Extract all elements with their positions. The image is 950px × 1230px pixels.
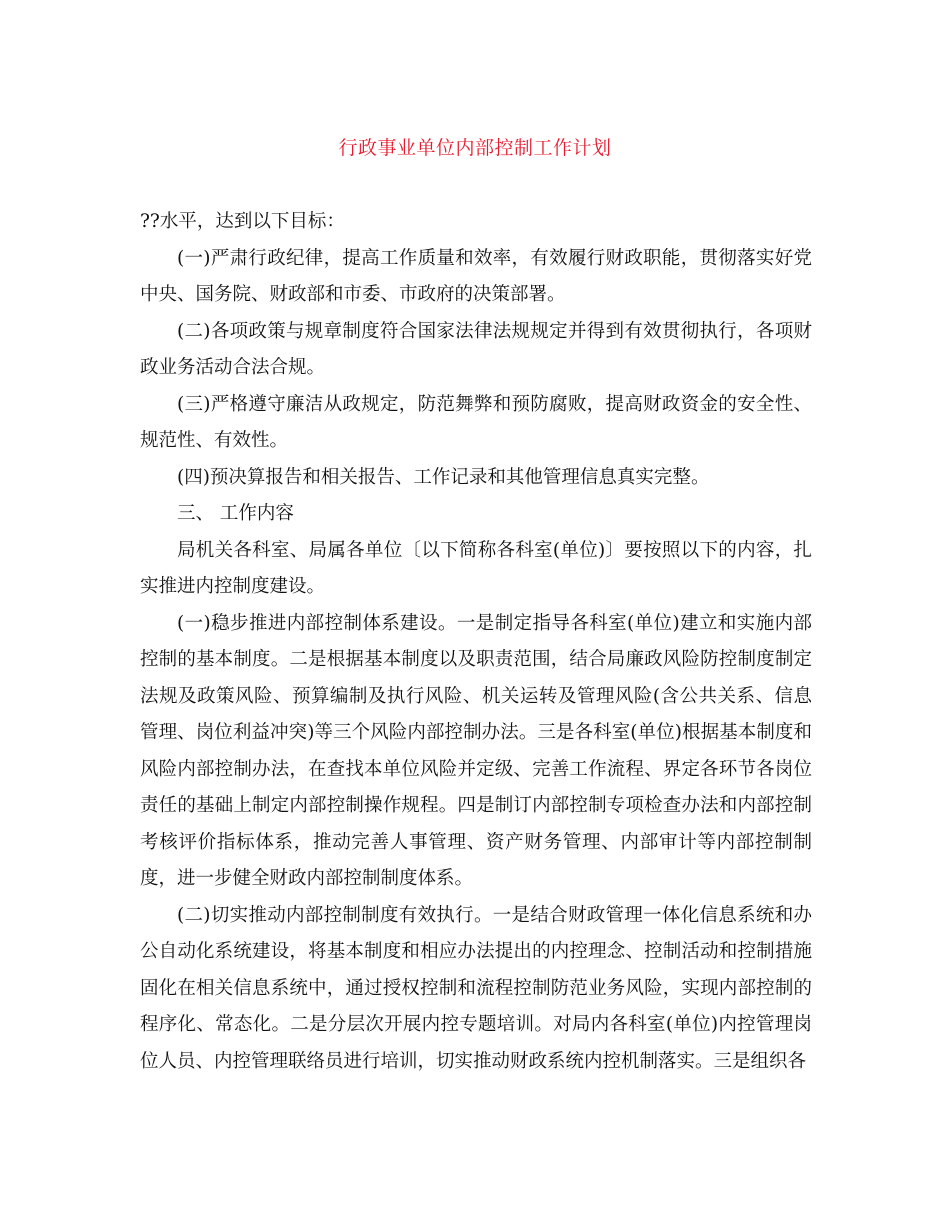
document-body [140, 204, 812, 1080]
document-title: 行政事业单位内部控制工作计划 [338, 137, 612, 159]
paragraph-work-item-1: (一)稳步推进内部控制体系建设。一是制定指导各科室(单位)建立和实施内部控制的基本制度。二是根据基本制度以及职责范围，结合局廉政风险防控制度制定法规及政策风险、预算编制及执行风险、机关运转及管理风险(含公共关系、信息管理、岗位利益冲突)等三个风险内部控制办法。三是各科室(单位)根据基本制度和风险内部控制办法，在查找本单位风险并定级、完善工作流程、界定各环节各岗位责任的基础上制定内部控制操作规程。四是制订内部控制专项检查办法和内部控制考核评价指标体系，推动完善人事管理、资产财务管理、内部审计等内部控制制度，进一步健全财政内部控制制度体系。 [140, 612, 812, 889]
paragraph-work-intro: 局机关各科室、局属各单位〔以下简称各科室(单位)〕要按照以下的内容，扎实推进内控制度建设。 [140, 539, 812, 597]
paragraph-intro: ??水平，达到以下目标： [140, 211, 345, 232]
paragraph-goal-1: (一)严肃行政纪律，提高工作质量和效率，有效履行财政职能，贯彻落实好党中央、国务院、财政部和市委、市政府的决策部署。 [140, 247, 812, 305]
paragraph-work-item-2: (二)切实推动内部控制制度有效执行。一是结合财政管理一体化信息系统和办公自动化系统建设，将基本制度和相应办法提出的内控理念、控制活动和控制措施固化在相关信息系统中，通过授权控制和流程控制防范业务风险，实现内部控制的程序化、常态化。二是分层次开展内控专题培训。对局内各科室(单位)内控管理岗位人员、内控管理联络员进行培训，切实推动财政系统内控机制落实。三是组织各 [140, 904, 812, 1072]
paragraph-goal-4: (四)预决算报告和相关报告、工作记录和其他管理信息真实完整。 [177, 466, 710, 488]
section-heading-work-content: 三、 工作内容 [177, 503, 294, 524]
paragraph-goal-3: (三)严格遵守廉洁从政规定，防范舞弊和预防腐败，提高财政资金的安全性、规范性、有效性。 [140, 393, 812, 451]
paragraph-goal-2: (二)各项政策与规章制度符合国家法律法规规定并得到有效贯彻执行，各项财政业务活动合法合规。 [140, 320, 812, 378]
